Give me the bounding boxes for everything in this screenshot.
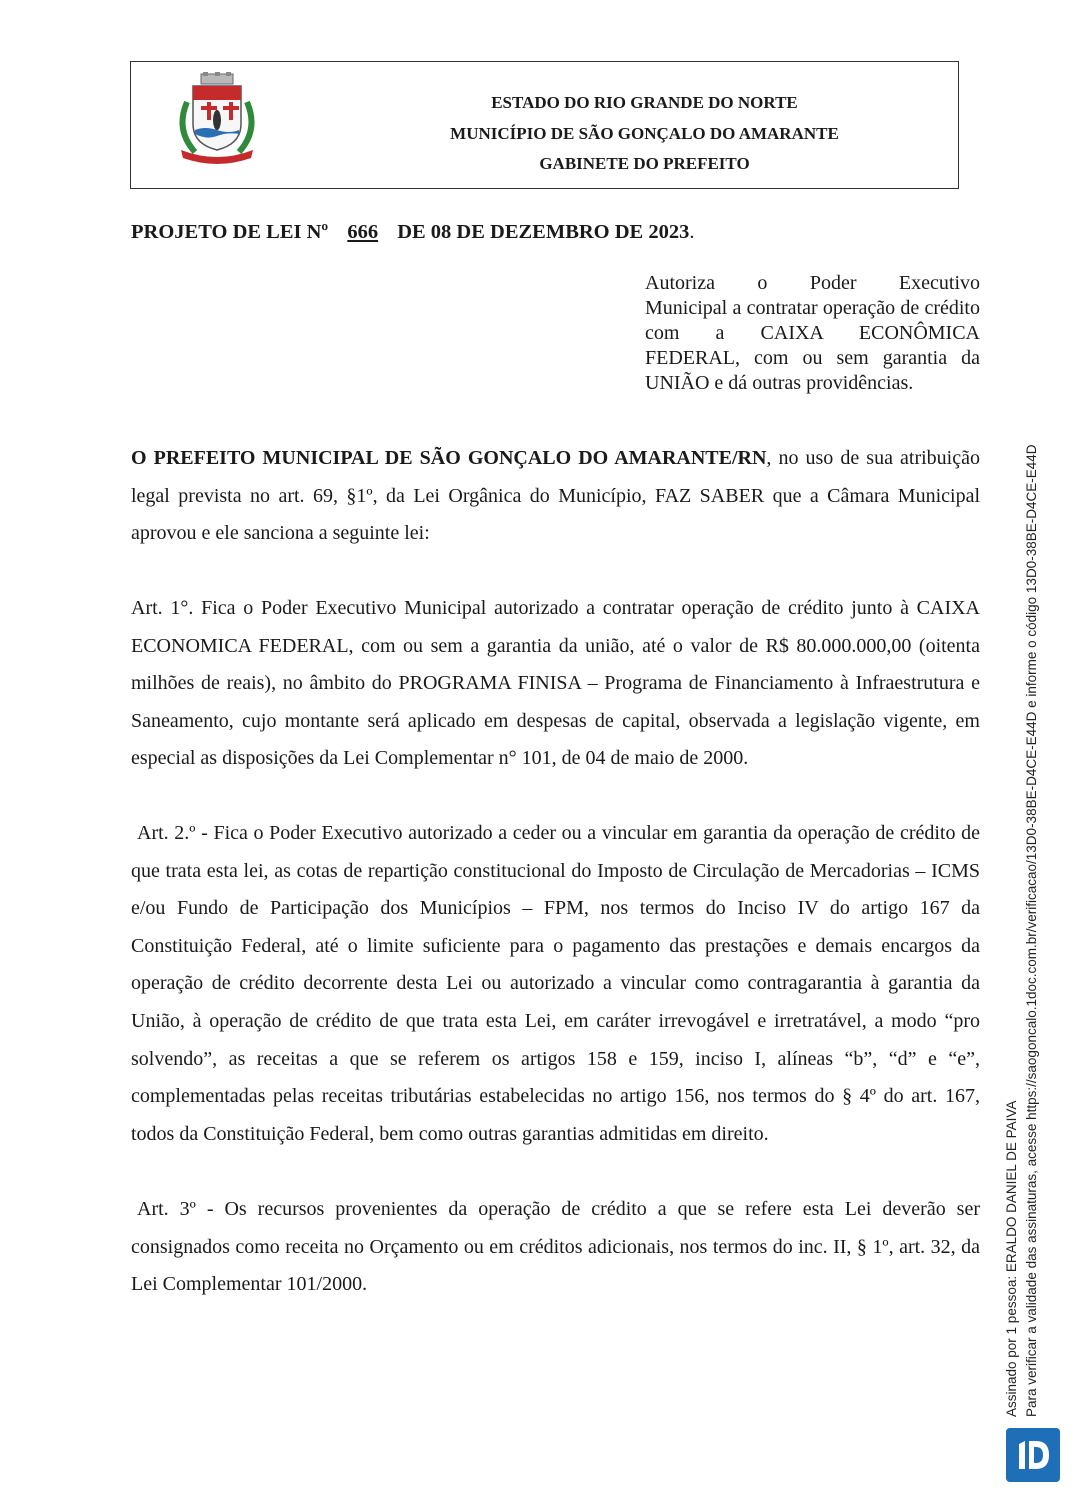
header-office: GABINETE DO PREFEITO — [539, 154, 750, 173]
header-municipality: MUNICÍPIO DE SÃO GONÇALO DO AMARANTE — [450, 123, 839, 143]
article-3: Art. 3º - Os recursos provenientes da operação de crédito a que se refere esta Lei deverão ser consignados como receita no Orçamento ou em créditos adicionais, nos termos do inc. II, § 1º, art. 32, da Lei Complementar 101/2000. — [131, 1198, 980, 1296]
bill-number: 666 — [347, 221, 379, 243]
bill-prefix: PROJETO DE LEI Nº — [131, 221, 329, 243]
header-state: ESTADO DO RIO GRANDE DO NORTE — [491, 93, 798, 112]
preamble-mayor: O PREFEITO MUNICIPAL DE SÃO GONÇALO DO AMARANTE/RN — [131, 447, 767, 469]
signature-signed-by: Assinado por 1 pessoa: ERALDO DANIEL DE PAIVA — [1004, 1100, 1019, 1417]
letterhead-box — [130, 61, 959, 189]
article-1: Art. 1°. Fica o Poder Executivo Municipal autorizado a contratar operação de crédito junto à CAIXA ECONOMICA FEDERAL, com ou sem a garantia da união, até o valor de R$ 80.000.000,00 (oitenta milhões de reais), no âmbito do PROGRAMA FINISA – Programa de Financiamento à Infraestrutura e Saneamento, cujo montante será aplicado em despesas de capital, observada a legislação vigente, em especial as disposições da Lei Complementar n° 101, de 04 de maio de 2000. — [131, 597, 980, 770]
bill-summary-first-line: Autoriza o Poder Executivo — [645, 272, 980, 294]
1doc-logo-icon — [1006, 1428, 1060, 1482]
signature-verification-note — [1002, 445, 1042, 1418]
preamble-text: , no uso de sua atribuição legal prevista no art. 69, §1º, da Lei Orgânica do Município, FAZ SABER que a Câmara Municipal aprovou e ele sanciona a seguinte lei: — [131, 447, 980, 545]
bill-end-punct: . — [689, 221, 695, 243]
bill-summary-rest: Municipal a contratar operação de crédito com a CAIXA ECONÔMICA FEDERAL, com ou sem garantia da UNIÃO e dá outras providências. — [645, 297, 980, 394]
bill-date: DE 08 DE DEZEMBRO DE 2023 — [397, 221, 690, 243]
article-2: Art. 2.º - Fica o Poder Executivo autorizado a ceder ou a vincular em garantia da operação de crédito de que trata esta lei, as cotas de repartição constitucional do Imposto de Circulação de Mercadorias – ICMS e/ou Fundo de Participação dos Municípios – FPM, nos termos do Inciso IV do artigo 167 da Constituição Federal, até o limite suficiente para o pagamento das prestações e demais encargos da operação de crédito decorrente desta Lei ou autorizado a vincular como contragarantia à garantia da União, à operação de crédito de que trata esta Lei, em caráter irrevogável e irretratável, a modo “pro solvendo”, as receitas a que se referem os artigos 158 e 159, inciso I, alíneas “b”, “d” e “e”, complementadas pelas receitas tributárias estabelecidas no artigo 156, nos termos do § 4º do art. 167, todos da Constituição Federal, bem como outras garantias admitidas em direito. — [131, 822, 980, 1145]
municipal-coat-of-arms-icon — [171, 72, 263, 164]
preamble-paragraph — [131, 440, 980, 553]
bill-title — [131, 221, 694, 244]
signature-verify-url[interactable]: Para verificar a validade das assinaturas, acesse https://saogoncalo.1doc.com.br/verificacao/13D0-38BE-D4CE-E44D e informe o código 13D0-38BE-D4CE-E44D — [1024, 444, 1039, 1417]
bill-summary — [645, 271, 980, 396]
